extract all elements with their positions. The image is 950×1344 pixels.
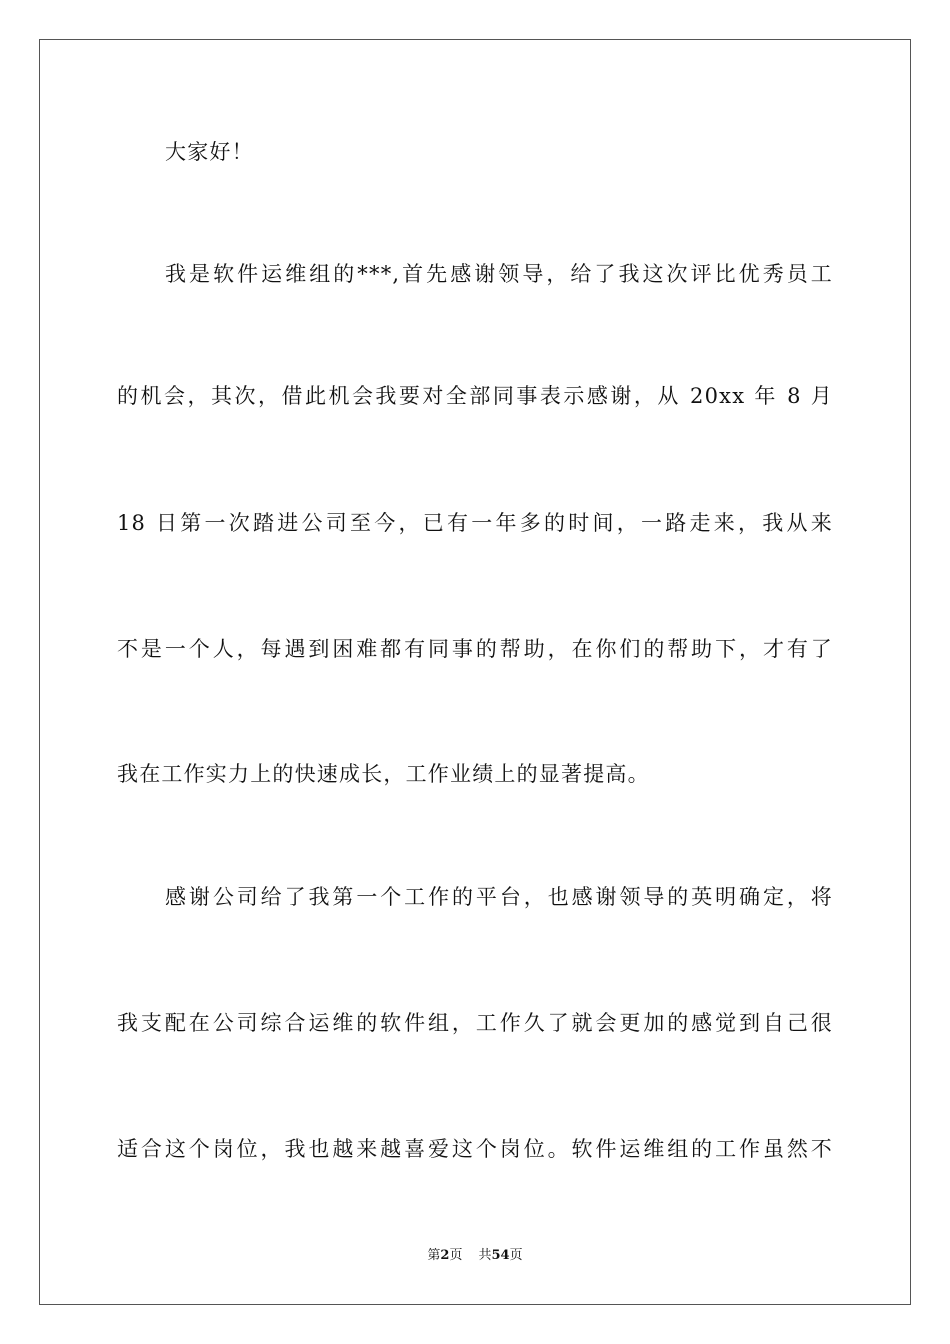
text-line: 不是一个人，每遇到困难都有同事的帮助，在你们的帮助下，才有了 <box>117 637 833 661</box>
text-line: 我在工作实力上的快速成长，工作业绩上的显著提高。 <box>117 762 650 786</box>
total-prefix: 共 <box>478 1248 492 1263</box>
page-number: 2 <box>440 1248 450 1263</box>
text-line: 我是软件运维组的***,首先感谢领导，给了我这次评比优秀员工 <box>165 262 833 286</box>
total-pages: 54 <box>491 1248 510 1263</box>
text-line: 的机会，其次，借此机会我要对全部同事表示感谢，从 20xx 年 8 月 <box>117 384 833 408</box>
page-prefix: 第 <box>427 1248 441 1263</box>
page-suffix: 页 <box>449 1248 463 1263</box>
text-line: 感谢公司给了我第一个工作的平台，也感谢领导的英明确定，将 <box>165 885 833 909</box>
page-border <box>39 39 911 1305</box>
page-footer <box>0 1247 950 1265</box>
text-line-greeting: 大家好！ <box>165 140 254 164</box>
total-suffix: 页 <box>509 1248 523 1263</box>
text-line: 适合这个岗位，我也越来越喜爱这个岗位。软件运维组的工作虽然不 <box>117 1137 833 1161</box>
text-line: 我支配在公司综合运维的软件组，工作久了就会更加的感觉到自己很 <box>117 1011 833 1035</box>
text-line: 18 日第一次踏进公司至今，已有一年多的时间，一路走来，我从来 <box>117 511 833 535</box>
